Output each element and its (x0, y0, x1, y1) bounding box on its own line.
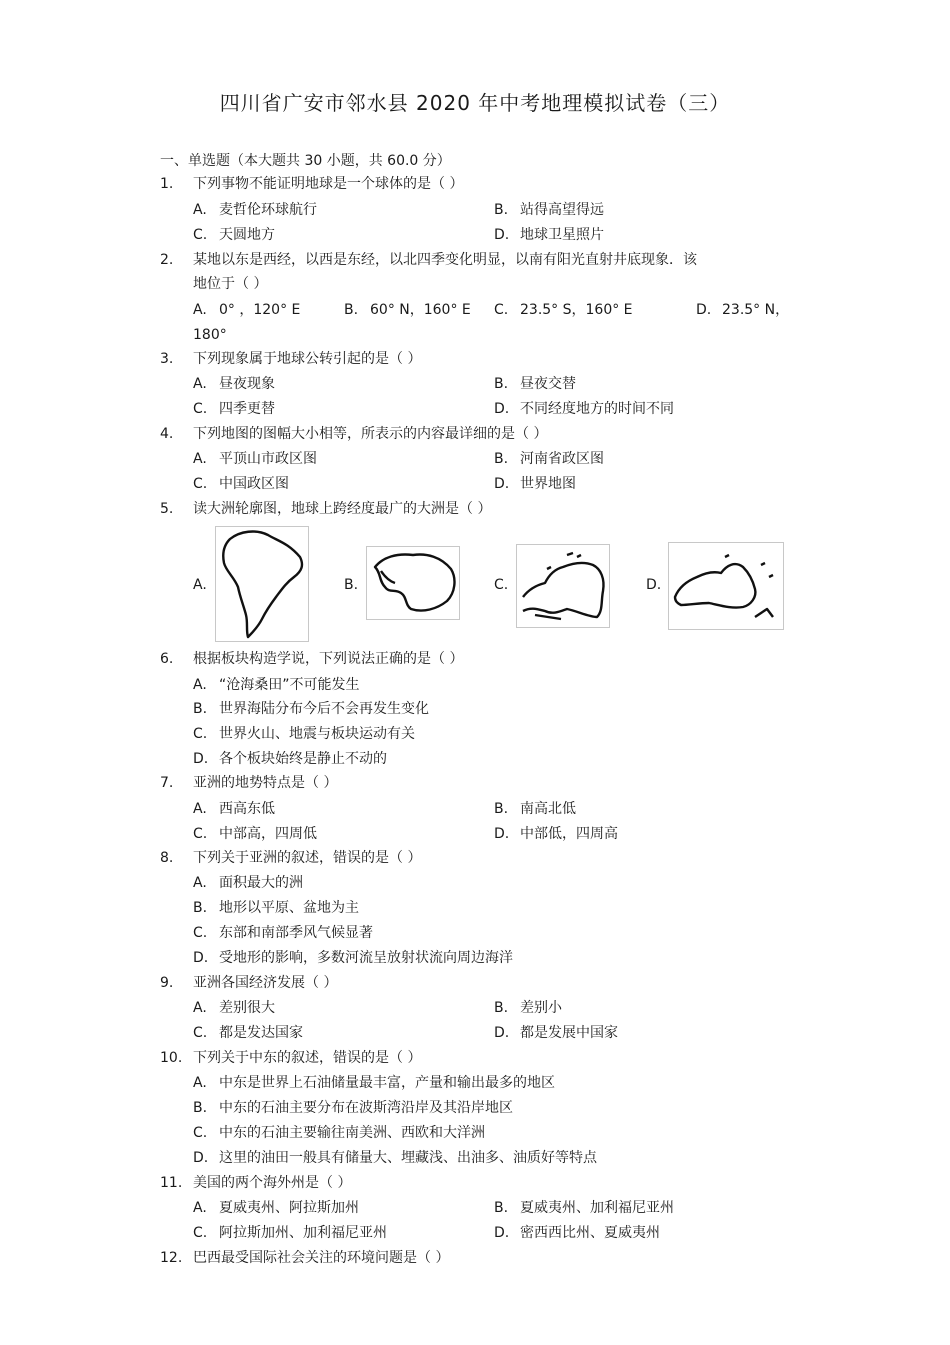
option-text: 这里的油田一般具有储量大、埋藏浅、出油多、油质好等特点 (219, 1150, 597, 1166)
option-text: 60° N，160° E (370, 302, 471, 318)
option-label: C. (193, 726, 208, 742)
option-b[interactable] (494, 798, 576, 820)
option-text: “沧海桑田”不可能发生 (219, 677, 360, 693)
option-label: B. (494, 801, 509, 817)
option-text: 中国政区图 (219, 476, 289, 492)
option-text: 中部高，四周低 (219, 826, 317, 842)
option-label: D. (193, 751, 209, 767)
option-text: 差别小 (520, 1000, 562, 1016)
option-text: 站得高望得远 (520, 202, 604, 218)
option-text: 中东是世界上石油储量最丰富，产量和输出最多的地区 (219, 1075, 555, 1091)
option-label: A. (193, 451, 207, 467)
question-stem: 某地以东是西经，以西是东经，以北四季变化明显，以南有阳光直射井底现象．该 (193, 252, 697, 268)
question-5 (160, 498, 491, 520)
option-label: C. (193, 925, 208, 941)
option-b[interactable] (193, 698, 429, 720)
option-text: 世界火山、地震与板块运动有关 (219, 726, 415, 742)
question-number: 5. (160, 501, 174, 517)
option-label: B. (494, 1000, 509, 1016)
option-text: 夏威夷州、阿拉斯加州 (219, 1200, 359, 1216)
option-text: 四季更替 (219, 401, 275, 417)
option-text: 中东的石油主要分布在波斯湾沿岸及其沿岸地区 (219, 1100, 513, 1116)
option-label: D. (193, 950, 209, 966)
question-number: 1. (160, 176, 174, 192)
option-text: 世界地图 (520, 476, 576, 492)
option-label: A. (193, 376, 207, 392)
option-b[interactable] (494, 997, 562, 1019)
option-d[interactable] (193, 748, 387, 770)
question-6 (160, 648, 463, 670)
option-d[interactable] (494, 224, 604, 246)
option-a[interactable] (193, 299, 300, 321)
oceania-map[interactable] (668, 542, 784, 630)
option-label: B. (494, 202, 509, 218)
option-a[interactable] (193, 674, 360, 696)
south-america-map[interactable] (215, 526, 309, 642)
exam-title: 四川省广安市邻水县 2020 年中考地理模拟试卷（三） (219, 91, 731, 115)
option-label: D. (646, 577, 662, 593)
question-stem: 根据板块构造学说，下列说法正确的是（ ） (193, 651, 464, 667)
option-text: 世界海陆分布今后不会再发生变化 (219, 701, 429, 717)
option-d[interactable] (494, 1022, 618, 1044)
option-text: 昼夜现象 (219, 376, 275, 392)
question-7 (160, 772, 337, 794)
option-text: 东部和南部季风气候显著 (219, 925, 373, 941)
option-label: C. (193, 1025, 208, 1041)
option-text: 差别很大 (219, 1000, 275, 1016)
option-d[interactable] (646, 574, 661, 596)
question-1 (160, 173, 463, 195)
question-stem: 下列地图的图幅大小相等，所表示的内容最详细的是（ ） (193, 426, 548, 442)
option-text: 面积最大的洲 (219, 875, 303, 891)
option-label: D. (494, 826, 510, 842)
option-c[interactable] (193, 398, 275, 420)
question-8 (160, 847, 421, 869)
option-text: 各个板块始终是静止不动的 (219, 751, 387, 767)
option-label: B. (494, 1200, 509, 1216)
option-a[interactable] (193, 448, 317, 470)
option-text: 西高东低 (219, 801, 275, 817)
option-label: D. (494, 476, 510, 492)
question-12 (160, 1247, 449, 1269)
question-10 (160, 1047, 421, 1069)
option-c[interactable] (193, 1122, 485, 1144)
option-c[interactable] (494, 299, 633, 321)
option-c[interactable] (494, 574, 508, 596)
option-d[interactable] (494, 473, 576, 495)
option-label: C. (193, 1225, 208, 1241)
question-number: 11. (160, 1175, 183, 1191)
option-label: A. (193, 1200, 207, 1216)
option-b[interactable] (494, 199, 604, 221)
option-text: 河南省政区图 (520, 451, 604, 467)
option-a[interactable] (193, 373, 275, 395)
option-label: D. (494, 227, 510, 243)
question-2 (160, 249, 697, 271)
option-label: A. (193, 202, 207, 218)
option-d[interactable] (696, 299, 789, 321)
option-c[interactable] (193, 473, 289, 495)
option-text: 地球卫星照片 (520, 227, 604, 243)
option-label: B. (494, 376, 509, 392)
question-number: 3. (160, 351, 174, 367)
option-label: C. (193, 401, 208, 417)
question-stem: 亚洲各国经济发展（ ） (193, 975, 338, 991)
option-label: B. (344, 577, 359, 593)
option-label: B. (193, 900, 208, 916)
option-label: C. (193, 1125, 208, 1141)
question-stem: 亚洲的地势特点是（ ） (193, 775, 338, 791)
option-b[interactable] (193, 897, 359, 919)
option-label: C. (193, 227, 208, 243)
option-b[interactable] (344, 574, 358, 596)
question-number: 2. (160, 252, 174, 268)
option-a[interactable] (193, 1197, 359, 1219)
south-america-outline (216, 527, 308, 641)
option-text: 中东的石油主要输往南美洲、西欧和大洋洲 (219, 1125, 485, 1141)
option-label: D. (494, 1025, 510, 1041)
option-label: D. (193, 1150, 209, 1166)
option-label: D. (696, 302, 712, 318)
section-heading: 一、单选题（本大题共 30 小题，共 60.0 分） (160, 153, 451, 169)
option-d[interactable] (494, 398, 674, 420)
option-b[interactable] (494, 1197, 674, 1219)
option-label: C. (494, 302, 509, 318)
option-text: 23.5° N， (722, 302, 790, 318)
option-b[interactable] (494, 448, 604, 470)
option-label: D. (494, 1225, 510, 1241)
question-number: 9. (160, 975, 174, 991)
antarctica-map[interactable] (366, 546, 460, 620)
question-number: 4. (160, 426, 174, 442)
option-label: B. (494, 451, 509, 467)
option-text: 平顶山市政区图 (219, 451, 317, 467)
option-d[interactable] (193, 947, 513, 969)
question-4 (160, 423, 547, 445)
question-number: 6. (160, 651, 174, 667)
option-text: 密西西比州、夏威夷州 (520, 1225, 660, 1241)
option-b[interactable] (193, 1097, 513, 1119)
europe-map[interactable] (516, 544, 610, 628)
option-c[interactable] (193, 224, 275, 246)
question-stem: 读大洲轮廓图，地球上跨经度最广的大洲是（ ） (193, 501, 492, 517)
antarctica-outline (367, 547, 459, 619)
option-text: 不同经度地方的时间不同 (520, 401, 674, 417)
option-d[interactable] (494, 1222, 660, 1244)
option-a[interactable] (193, 798, 275, 820)
option-a[interactable] (193, 872, 303, 894)
option-label: A. (193, 1075, 207, 1091)
option-b[interactable] (344, 299, 471, 321)
option-label: B. (193, 701, 208, 717)
option-label: A. (193, 302, 207, 318)
option-label: C. (494, 577, 509, 593)
option-text: 都是发达国家 (219, 1025, 303, 1041)
question-number: 12. (160, 1250, 183, 1266)
option-label: A. (193, 577, 207, 593)
option-text: 中部低，四周高 (520, 826, 618, 842)
option-text: 0° ，120° E (219, 302, 301, 318)
option-label: A. (193, 677, 207, 693)
question-stem-continued: 地位于（ ） (193, 276, 268, 292)
europe-outline (517, 545, 609, 627)
question-3 (160, 348, 421, 370)
option-text: 地形以平原、盆地为主 (219, 900, 359, 916)
option-d[interactable] (193, 1147, 597, 1169)
option-text: 天圆地方 (219, 227, 275, 243)
question-stem: 下列现象属于地球公转引起的是（ ） (193, 351, 422, 367)
question-stem: 下列关于亚洲的叙述，错误的是（ ） (193, 850, 422, 866)
option-c[interactable] (193, 823, 317, 845)
option-label: A. (193, 1000, 207, 1016)
option-a[interactable] (193, 997, 275, 1019)
option-label: A. (193, 875, 207, 891)
question-stem: 巴西最受国际社会关注的环境问题是（ ） (193, 1250, 450, 1266)
option-text: 阿拉斯加州、加利福尼亚州 (219, 1225, 387, 1241)
option-label: A. (193, 801, 207, 817)
option-text: 受地形的影响，多数河流呈放射状流向周边海洋 (219, 950, 513, 966)
option-d-continued: 180° (193, 327, 227, 343)
question-number: 10. (160, 1050, 183, 1066)
question-stem: 美国的两个海外州是（ ） (193, 1175, 352, 1191)
question-9 (160, 972, 337, 994)
option-c[interactable] (193, 922, 373, 944)
oceania-outline (669, 543, 783, 629)
option-c[interactable] (193, 1022, 303, 1044)
option-text: 麦哲伦环球航行 (219, 202, 317, 218)
option-label: D. (494, 401, 510, 417)
question-11 (160, 1172, 351, 1194)
option-text: 都是发展中国家 (520, 1025, 618, 1041)
option-b[interactable] (494, 373, 576, 395)
question-stem: 下列事物不能证明地球是一个球体的是（ ） (193, 176, 464, 192)
option-text: 昼夜交替 (520, 376, 576, 392)
option-label: B. (193, 1100, 208, 1116)
question-number: 7. (160, 775, 174, 791)
option-text: 23.5° S，160° E (520, 302, 633, 318)
option-label: C. (193, 826, 208, 842)
option-label: C. (193, 476, 208, 492)
option-a[interactable] (193, 574, 207, 596)
question-number: 8. (160, 850, 174, 866)
option-text: 夏威夷州、加利福尼亚州 (520, 1200, 674, 1216)
option-label: B. (344, 302, 359, 318)
option-text: 南高北低 (520, 801, 576, 817)
question-stem: 下列关于中东的叙述，错误的是（ ） (193, 1050, 422, 1066)
option-c[interactable] (193, 723, 415, 745)
option-c[interactable] (193, 1222, 387, 1244)
option-a[interactable] (193, 199, 317, 221)
option-d[interactable] (494, 823, 618, 845)
option-a[interactable] (193, 1072, 555, 1094)
